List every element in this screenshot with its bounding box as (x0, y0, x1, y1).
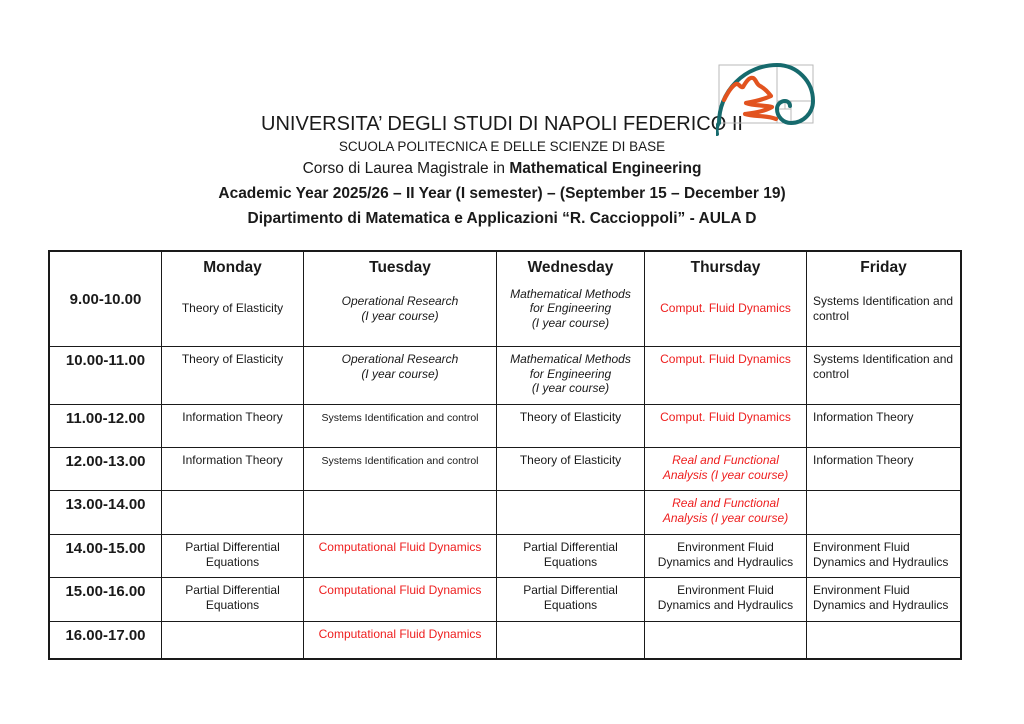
course-cell (807, 448, 960, 491)
course-cell (304, 405, 497, 448)
day-header: Friday (860, 259, 907, 276)
course-label: Systems Identification and control (321, 455, 479, 467)
course-cell (162, 405, 304, 448)
course-label: Information Theory (182, 410, 283, 424)
university-logo (716, 62, 816, 138)
course-label: Systems Identification and control (321, 412, 479, 424)
document-header (0, 112, 1004, 231)
course-label: Systems Identification and control (813, 352, 954, 381)
course-cell (497, 405, 645, 448)
course-label: Comput. Fluid Dynamics (660, 352, 791, 366)
course-cell (807, 347, 960, 405)
course-cell (497, 277, 644, 346)
course-label: Operational Research (I year course) (341, 352, 459, 381)
course-label: Real and Functional Analysis (I year course) (662, 496, 789, 525)
time-slot-label: 16.00-17.00 (50, 622, 162, 658)
day-column-header-cell (162, 252, 304, 347)
time-slot-label: 14.00-15.00 (50, 535, 162, 578)
course-label: Computational Fluid Dynamics (318, 540, 482, 554)
course-label: Information Theory (813, 453, 914, 467)
course-cell (304, 535, 497, 578)
course-label: Comput. Fluid Dynamics (660, 301, 791, 316)
course-cell (807, 491, 960, 535)
day-header: Tuesday (369, 259, 431, 276)
timetable (48, 250, 962, 660)
course-cell (807, 578, 960, 622)
school-subtitle: SCUOLA POLITECNICA E DELLE SCIENZE DI BASE (338, 139, 666, 154)
time-slot-label: 11.00-12.00 (50, 405, 162, 448)
degree-course-line (0, 157, 1004, 181)
course-cell (162, 578, 304, 622)
course-cell (162, 347, 304, 405)
course-cell (645, 622, 807, 658)
time-slot-label: 12.00-13.00 (50, 448, 162, 491)
course-cell (497, 491, 645, 535)
course-cell (645, 277, 806, 346)
course-cell (645, 535, 807, 578)
course-cell (497, 347, 645, 405)
time-slot-label: 9.00-10.00 (50, 252, 162, 347)
course-label: Systems Identification and control (813, 294, 954, 323)
day-header: Monday (203, 259, 262, 276)
course-label: Partial Differential Equations (523, 583, 618, 612)
university-title: UNIVERSITA’ DEGLI STUDI DI NAPOLI FEDERICO II (261, 113, 743, 135)
course-label: Theory of Elasticity (181, 301, 284, 316)
course-label: Partial Differential Equations (185, 583, 280, 612)
course-label: Environment Fluid Dynamics and Hydraulics (813, 540, 949, 569)
course-cell (497, 578, 645, 622)
course-cell (304, 622, 497, 658)
course-cell (162, 535, 304, 578)
course-label: Theory of Elasticity (519, 410, 622, 424)
department-line: Dipartimento di Matematica e Applicazioni “R. Caccioppoli” - AULA D (247, 210, 757, 227)
course-label: Partial Differential Equations (523, 540, 618, 569)
course-cell (497, 535, 645, 578)
course-label: Partial Differential Equations (185, 540, 280, 569)
course-cell (645, 578, 807, 622)
course-label: Environment Fluid Dynamics and Hydraulics (813, 583, 949, 612)
course-cell (645, 448, 807, 491)
course-cell (807, 405, 960, 448)
course-cell (162, 448, 304, 491)
course-label: Operational Research (I year course) (341, 294, 459, 323)
time-slot-label: 15.00-16.00 (50, 578, 162, 622)
course-cell (645, 491, 807, 535)
course-label: Theory of Elasticity (181, 352, 284, 366)
course-label: Mathematical Methods for Engineering (I year course) (510, 352, 631, 395)
day-column-header-cell (304, 252, 497, 347)
degree-course-name: Mathematical Engineering (509, 160, 702, 177)
course-cell (162, 491, 304, 535)
day-header: Thursday (690, 259, 761, 276)
course-cell (497, 622, 645, 658)
course-label: Theory of Elasticity (519, 453, 622, 467)
day-column-header-cell (807, 252, 960, 347)
course-label: Information Theory (813, 410, 914, 424)
course-cell (304, 491, 497, 535)
course-label: Real and Functional Analysis (I year course) (662, 453, 789, 482)
course-label: Computational Fluid Dynamics (318, 627, 482, 641)
day-column-header-cell (645, 252, 807, 347)
academic-year-line: Academic Year 2025/26 – II Year (I semester) – (September 15 – December 19) (218, 185, 786, 202)
degree-course-prefix: Corso di Laurea Magistrale in (302, 160, 510, 177)
course-cell (304, 448, 497, 491)
course-cell (807, 277, 960, 346)
day-column-header-cell (497, 252, 645, 347)
time-slot-label: 10.00-11.00 (50, 347, 162, 405)
course-label: Information Theory (182, 453, 283, 467)
time-slot-label: 13.00-14.00 (50, 491, 162, 535)
course-label: Environment Fluid Dynamics and Hydraulics (657, 540, 794, 569)
course-label: Environment Fluid Dynamics and Hydraulics (657, 583, 794, 612)
course-cell (645, 405, 807, 448)
course-cell (304, 347, 497, 405)
course-cell (497, 448, 645, 491)
course-cell (162, 622, 304, 658)
course-cell (807, 535, 960, 578)
day-header: Wednesday (527, 259, 614, 276)
course-cell (645, 347, 807, 405)
course-label: Comput. Fluid Dynamics (660, 410, 791, 424)
course-cell (162, 277, 303, 346)
course-label: Computational Fluid Dynamics (318, 583, 482, 597)
course-label: Mathematical Methods for Engineering (I year course) (510, 286, 631, 330)
course-cell (304, 277, 496, 346)
course-cell (304, 578, 497, 622)
course-cell (807, 622, 960, 658)
